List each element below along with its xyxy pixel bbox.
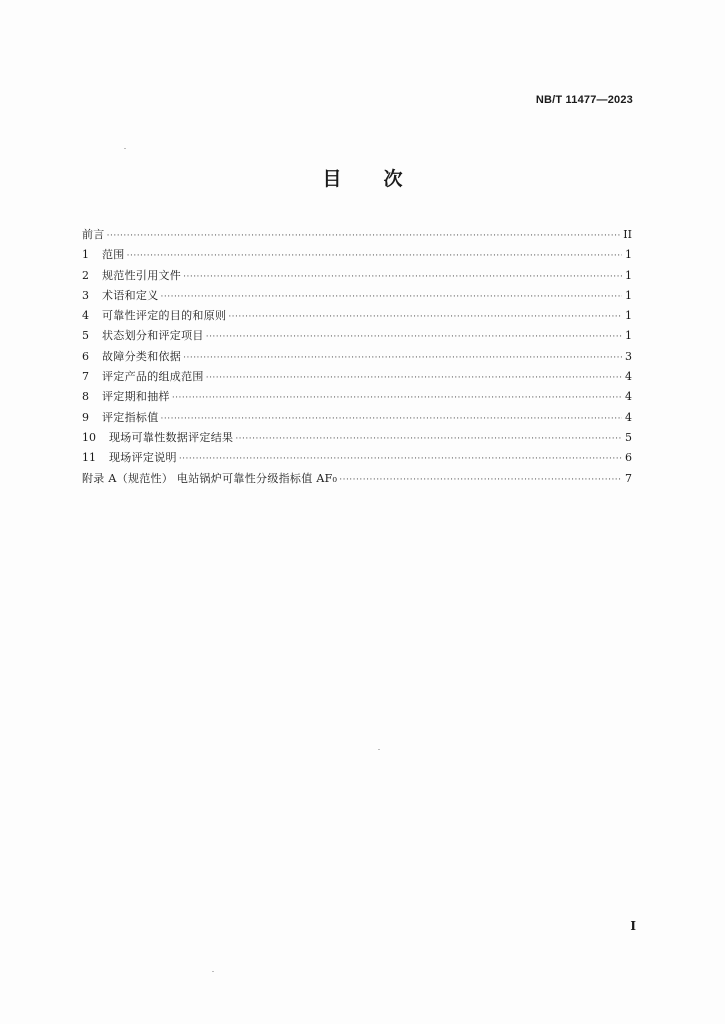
toc-entry-label: 附录 A（规范性） 电站锅炉可靠性分级指标值 AF₀ (82, 471, 338, 485)
toc-entry-number: 8 (82, 390, 89, 404)
toc-entry-number: 10 (82, 430, 96, 444)
toc-entry-page: 1 (625, 329, 632, 343)
dot-leader (206, 368, 622, 388)
toc-entry-page: 1 (625, 309, 632, 323)
toc-entry-label: 规范性引用文件 (102, 268, 182, 282)
toc-entry-number: 7 (82, 370, 89, 384)
toc-entry-label: 可靠性评定的目的和原则 (102, 309, 227, 323)
dot-leader (107, 226, 622, 246)
toc-entry-1[interactable] (82, 245, 632, 265)
toc-entry-label: 状态划分和评定项目 (102, 329, 204, 343)
dot-leader (161, 409, 623, 429)
toc-entry-6[interactable] (82, 347, 632, 367)
toc-entry-page: 1 (625, 248, 632, 262)
toc-entry-number: 2 (82, 268, 89, 282)
toc-entry-3[interactable] (82, 286, 632, 306)
toc-entry-11[interactable] (82, 448, 632, 468)
toc-entry-page: 7 (625, 471, 632, 485)
toc-entry-10[interactable] (82, 428, 632, 448)
dot-leader (339, 470, 622, 490)
toc-entry-5[interactable] (82, 326, 632, 346)
toc-entry-page: 4 (625, 370, 632, 384)
toc-entry-number: 5 (82, 329, 89, 343)
toc-entry-label: 评定期和抽样 (102, 390, 170, 404)
scan-speck (124, 148, 126, 149)
toc-entry-page: 1 (625, 268, 632, 282)
toc-entry-number: 3 (82, 288, 89, 302)
toc-entry-page: 5 (625, 430, 632, 444)
page-number: I (630, 919, 636, 933)
toc-entry-2[interactable] (82, 266, 632, 286)
table-of-contents (82, 225, 632, 489)
toc-entry-label: 评定指标值 (102, 410, 159, 424)
standard-code: NB/T 11477—2023 (535, 94, 633, 106)
dot-leader (127, 246, 622, 266)
toc-entry-8[interactable] (82, 387, 632, 407)
page-title (0, 164, 725, 191)
toc-entry-page: II (623, 228, 632, 241)
toc-entry-number: 11 (82, 451, 96, 465)
dot-leader (206, 327, 622, 347)
toc-entry-label: 现场评定说明 (109, 451, 177, 465)
toc-entry-number: 4 (82, 309, 89, 323)
toc-entry-label: 现场可靠性数据评定结果 (109, 430, 234, 444)
toc-entry-label: 故障分类和依据 (102, 349, 182, 363)
toc-entry-label: 前言 (82, 228, 105, 241)
dot-leader (183, 348, 622, 368)
toc-entry-label: 术语和定义 (102, 288, 159, 302)
toc-entry-page: 4 (625, 410, 632, 424)
title-char-1: 目 (322, 168, 342, 190)
toc-entry-page: 3 (625, 349, 632, 363)
scan-speck (212, 971, 214, 972)
title-char-2: 次 (383, 168, 403, 190)
dot-leader (235, 429, 622, 449)
toc-entry-number: 1 (82, 248, 89, 262)
toc-entry-number: 6 (82, 349, 89, 363)
toc-entry-7[interactable] (82, 367, 632, 387)
toc-entry-foreword[interactable] (82, 225, 632, 245)
dot-leader (179, 449, 622, 469)
dot-leader (172, 388, 622, 408)
toc-entry-page: 6 (625, 451, 632, 465)
dot-leader (228, 307, 622, 327)
toc-entry-page: 4 (625, 390, 632, 404)
scan-speck (378, 749, 380, 750)
toc-entry-4[interactable] (82, 306, 632, 326)
toc-entry-9[interactable] (82, 408, 632, 428)
toc-entry-appendix-a[interactable] (82, 469, 632, 489)
toc-entry-page: 1 (625, 288, 632, 302)
dot-leader (183, 267, 622, 287)
toc-entry-number: 9 (82, 410, 89, 424)
dot-leader (161, 287, 623, 307)
toc-entry-label: 范围 (102, 248, 125, 262)
toc-entry-label: 评定产品的组成范围 (102, 370, 204, 384)
